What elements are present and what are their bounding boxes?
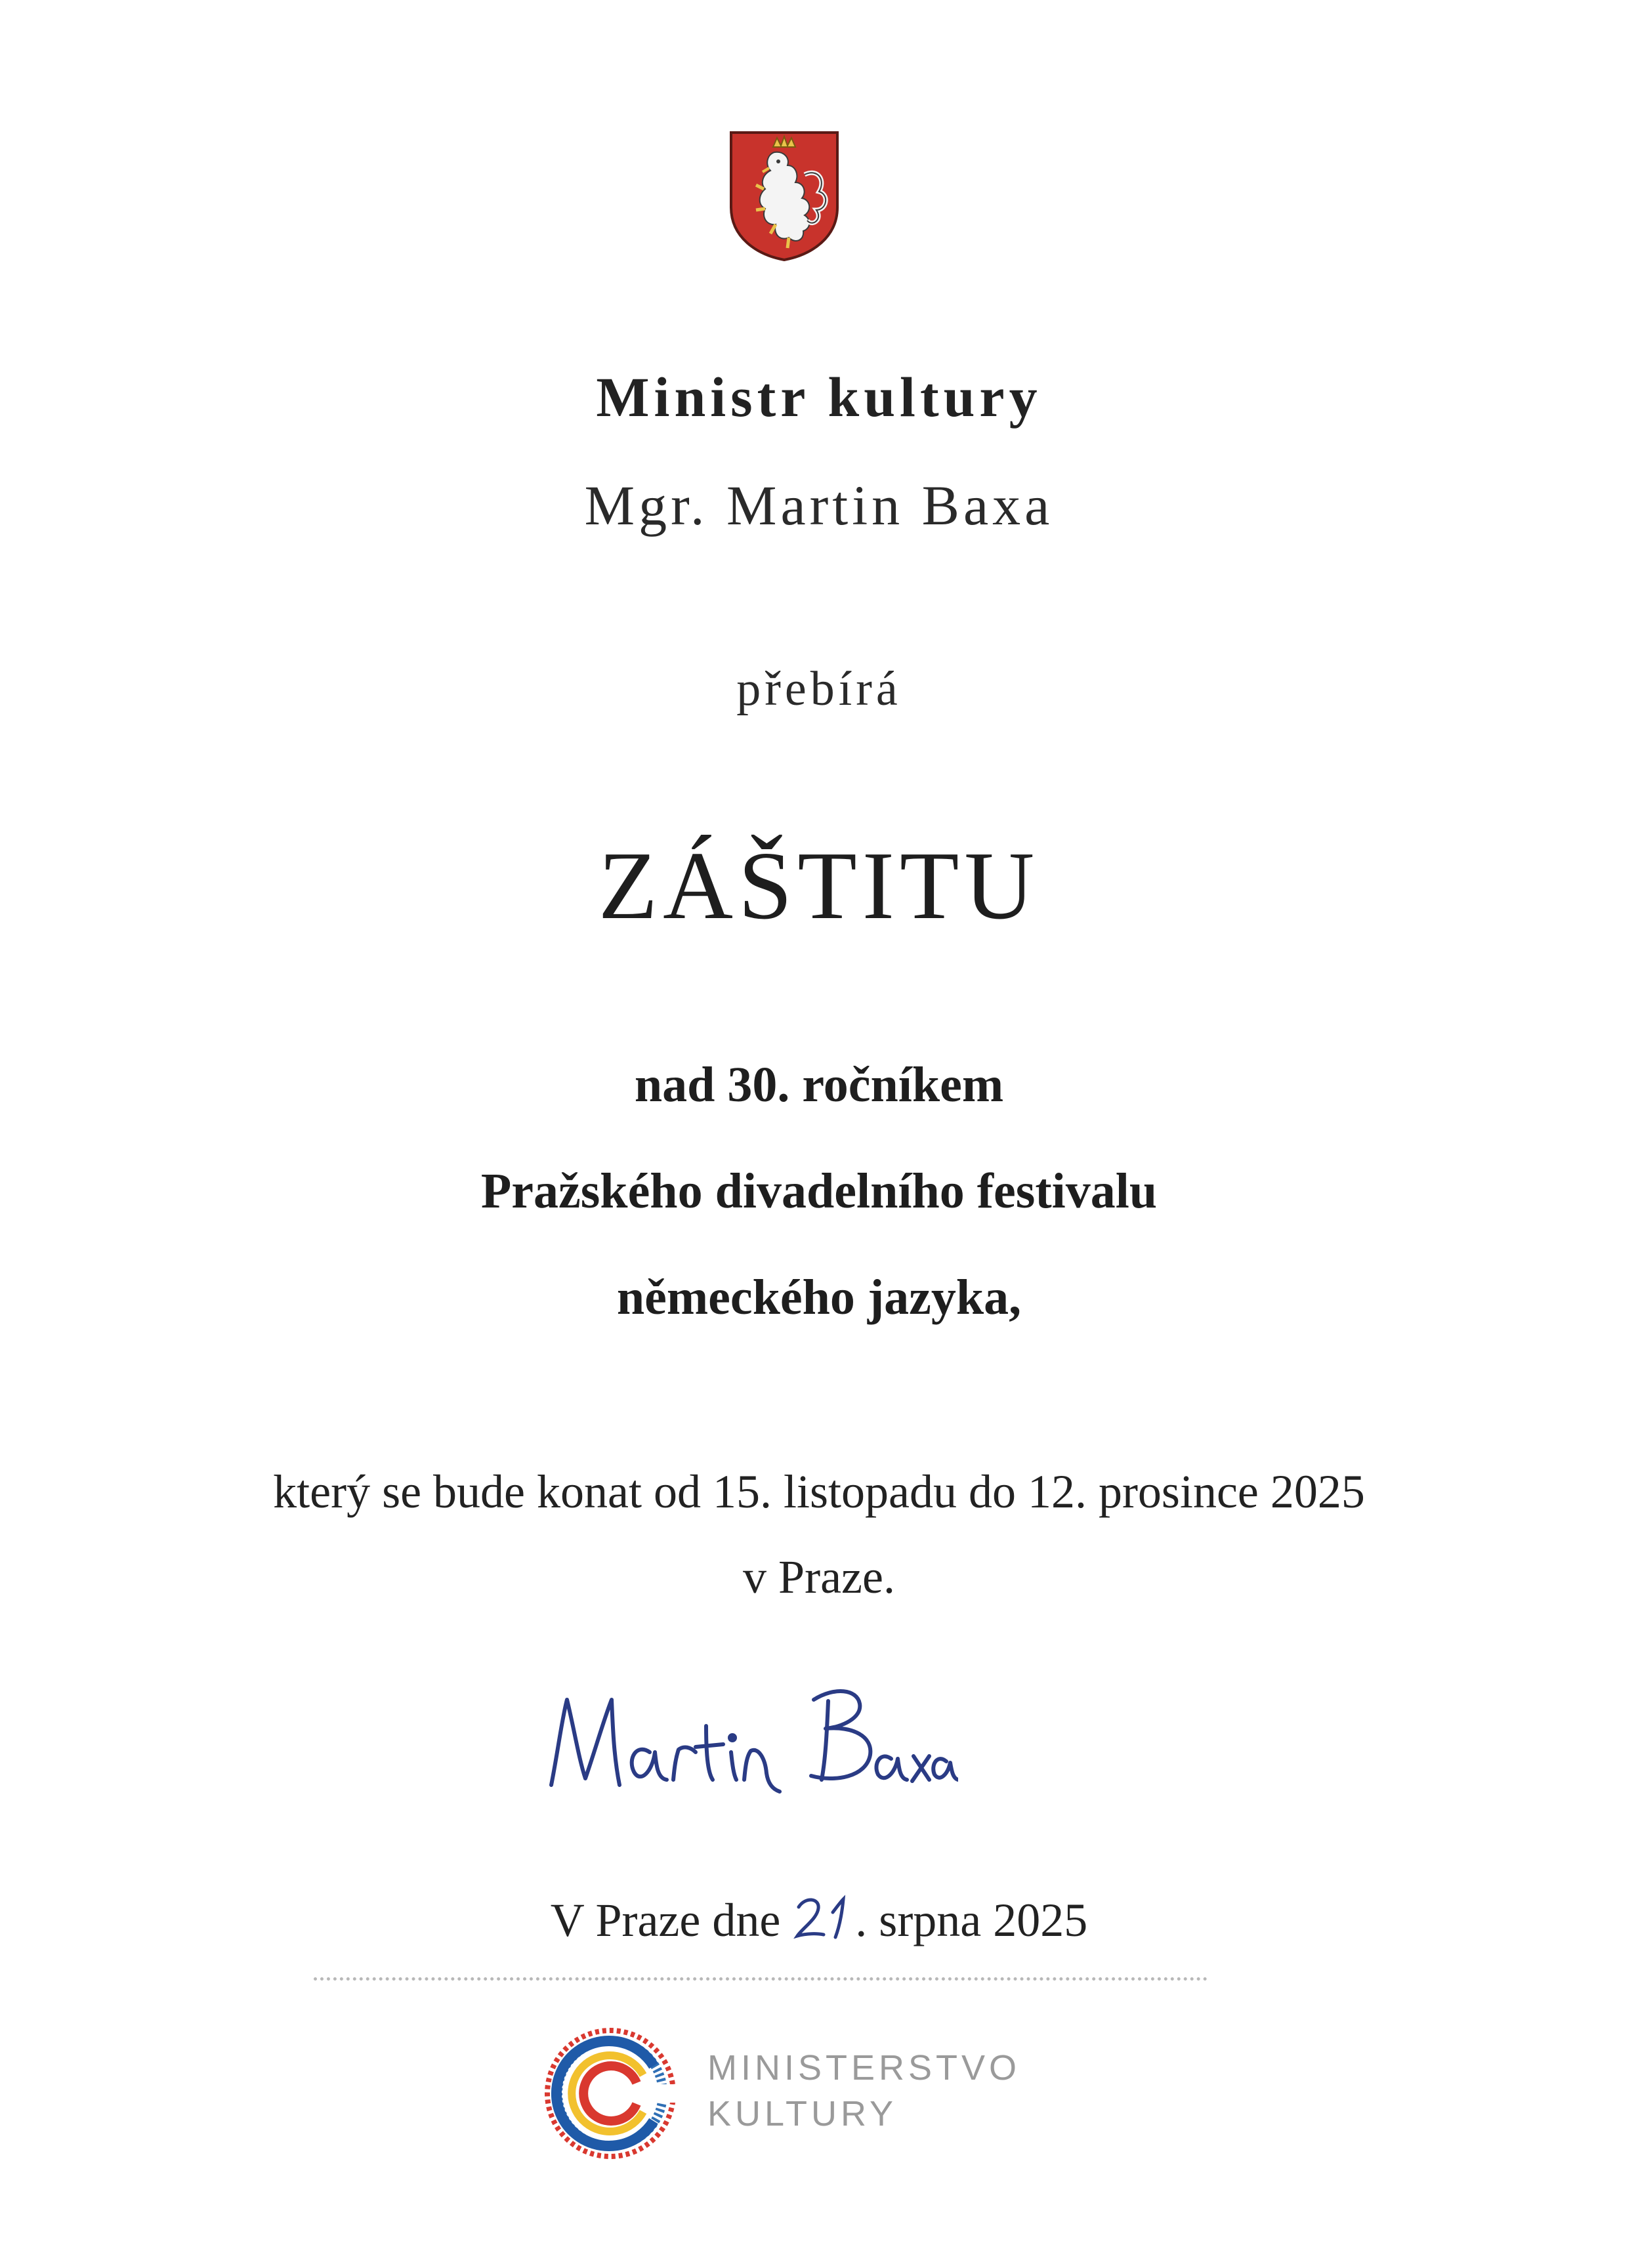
event-info-line: v Praze.	[743, 1551, 895, 1603]
date-prefix: V Praze dne	[550, 1894, 781, 1946]
logo-text: KULTURY	[707, 2094, 898, 2133]
subject-line: nad 30. ročníkem	[634, 1057, 1004, 1112]
document-heading: ZÁŠTITU	[598, 832, 1040, 940]
subject-line: Pražského divadelního festivalu	[480, 1164, 1158, 1219]
subject-line: německého jazyka,	[616, 1270, 1022, 1325]
verb-text: přebírá	[736, 662, 902, 716]
footer-divider	[314, 1977, 1208, 1981]
ministry-of-culture-logo-icon	[538, 2021, 682, 2166]
logo-text: MINISTERSTVO	[707, 2048, 1021, 2088]
date-line	[0, 1890, 1638, 1948]
event-info-line: který se bude konat od 15. listopadu do 12. prosince 2025	[273, 1465, 1365, 1518]
date-suffix: . srpna 2025	[855, 1894, 1088, 1946]
handwritten-day	[792, 1890, 855, 1942]
czech-coat-of-arms-icon	[727, 129, 841, 262]
handwritten-signature	[538, 1660, 958, 1811]
minister-title: Ministr kultury	[596, 366, 1042, 429]
minister-name: Mgr. Martin Baxa	[584, 474, 1054, 537]
